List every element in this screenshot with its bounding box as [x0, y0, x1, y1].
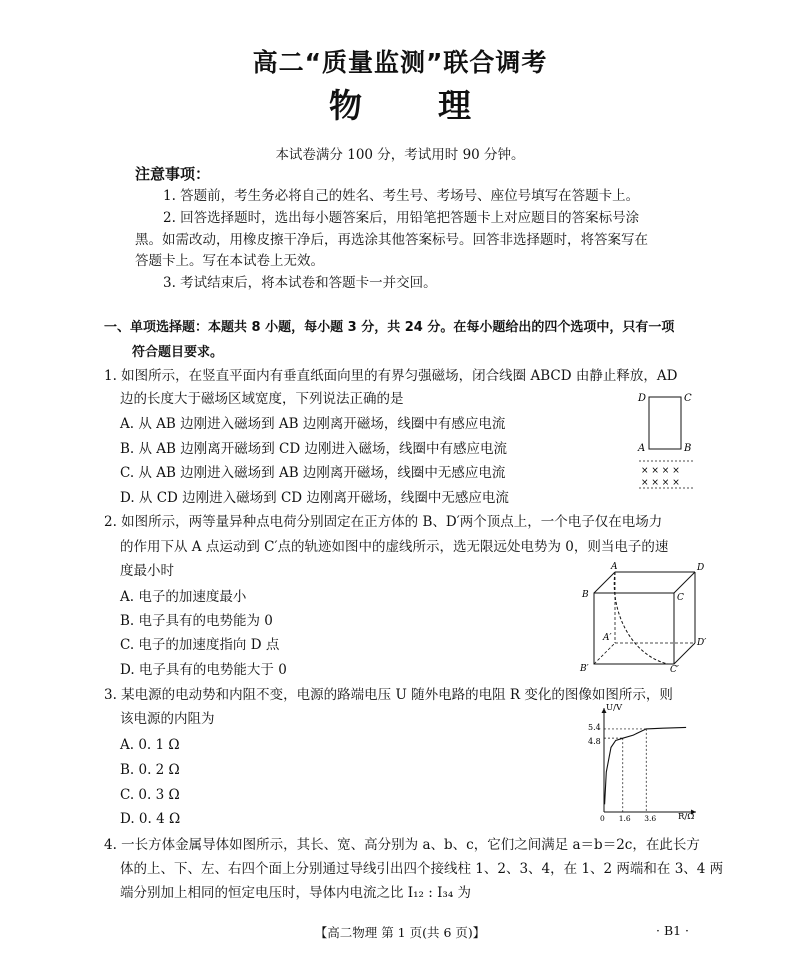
x-tick-label: 3.6: [644, 814, 657, 823]
cube-edge: [674, 572, 695, 593]
option: C. 电子的加速度指向 D 点: [120, 637, 280, 653]
subject-char: 物: [329, 86, 362, 125]
y-tick-label: 4.8: [588, 737, 601, 747]
cube-front-face: [594, 593, 674, 664]
question-stem: 1. 如图所示，在竖直平面内有垂直纸面向里的有界匀强磁场，闭合线圈 ABCD 由静止释放，AD: [104, 368, 678, 384]
vertex-label: B: [582, 590, 589, 600]
option: B. 电子具有的电势能为 0: [120, 613, 273, 629]
notice-title: 注意事项：: [135, 165, 211, 183]
cube-edge: [594, 572, 615, 593]
option: D. 0. 4 Ω: [120, 811, 181, 827]
coil-label-c: C: [684, 393, 692, 404]
question-stem: 的作用下从 A 点运动到 C′点的轨迹如图中的虚线所示，选无限远处电势为 0，则当电子的速: [120, 539, 669, 555]
u-r-curve: [605, 727, 687, 804]
x-tick-label: 1.6: [618, 814, 631, 823]
coil-figure: [635, 385, 695, 495]
cube-figure: [570, 560, 710, 675]
cube-edge: [674, 643, 695, 664]
option: A. 电子的加速度最小: [120, 589, 247, 605]
option: D. 电子具有的电势能大于 0: [120, 662, 287, 678]
question-stem: 4. 一长方体金属导体如图所示，其长、宽、高分别为 a、b、c，它们之间满足 a＝b＝2c，在此长方: [104, 837, 700, 853]
section-heading: 符合题目要求。: [132, 345, 224, 360]
notice-line: 答题卡上。写在本试卷上无效。: [135, 253, 324, 269]
question-stem: 该电源的内阻为: [120, 711, 215, 727]
coil-abcd: [649, 397, 681, 449]
y-axis-label: U/V: [606, 703, 623, 713]
exam-title: 高二“质量监测”联合调考: [252, 48, 548, 77]
x-axis-label: R/Ω: [678, 812, 695, 822]
vertex-label: C′: [670, 665, 679, 675]
electron-trajectory: [614, 572, 668, 664]
coil-label-d: D: [638, 393, 647, 404]
option: B. 从 AB 边刚离开磁场到 CD 边刚进入磁场，线圈中有感应电流: [120, 441, 507, 457]
coil-label-a: A: [638, 443, 646, 454]
page-code: · B1 ·: [656, 923, 690, 938]
notice-line: 2. 回答选择题时，选出每小题答案后，用铅笔把答题卡上对应题目的答案标号涂: [163, 210, 640, 226]
notice-line: 1. 答题前，考生务必将自己的姓名、考生号、考场号、座位号填写在答题卡上。: [163, 188, 640, 204]
notice-line: 3. 考试结束后，将本试卷和答题卡一并交回。: [163, 275, 437, 291]
field-row: × × × ×: [641, 466, 680, 476]
exam-info: 本试卷满分 100 分，考试用时 90 分钟。: [275, 147, 525, 163]
vertex-label: B′: [580, 664, 589, 674]
x-tick-label: 0: [600, 814, 605, 823]
question-stem: 边的长度大于磁场区域宽度，下列说法正确的是: [120, 391, 404, 407]
vertex-label: A: [611, 562, 618, 572]
question-stem: 2. 如图所示，两等量异种点电荷分别固定在正方体的 B、D′两个顶点上，一个电子仅在电场力: [104, 514, 663, 530]
cube-hidden-edge: [594, 643, 615, 664]
vertex-label: C: [677, 593, 684, 603]
vertex-label: D′: [697, 638, 707, 648]
option: A. 0. 1 Ω: [120, 737, 180, 753]
question-stem: 度最小时: [120, 563, 174, 579]
question-stem: 端分别加上相同的恒定电压时，导体内电流之比 I₁₂ : I₃₄ 为: [120, 885, 472, 901]
subject-char: 理: [438, 86, 471, 125]
vertex-label: D: [697, 563, 705, 573]
option: C. 0. 3 Ω: [120, 787, 180, 803]
question-stem: 3. 某电源的电动势和内阻不变，电源的路端电压 U 随外电路的电阻 R 变化的图像如图所示，则: [104, 687, 673, 703]
vertex-label: A′: [603, 633, 612, 643]
coil-label-b: B: [684, 443, 692, 454]
option: B. 0. 2 Ω: [120, 762, 180, 778]
section-heading: 一、单项选择题：本题共 8 小题，每小题 3 分，共 24 分。在每小题给出的四个选项中，只有一项: [104, 320, 675, 335]
u-r-chart: [580, 700, 700, 825]
subject-title: [0, 80, 800, 127]
option: D. 从 CD 边刚进入磁场到 CD 边刚离开磁场，线圈中无感应电流: [120, 490, 509, 506]
question-stem: 体的上、下、左、右四个面上分别通过导线引出四个接线柱 1、2、3、4，在 1、2 两端和在 3、4 两: [120, 861, 724, 877]
field-row: × × × ×: [641, 478, 680, 488]
option: C. 从 AB 边刚进入磁场到 AB 边刚离开磁场，线圈中无感应电流: [120, 465, 506, 481]
page-footer: 【高二物理 第 1 页(共 6 页)】: [314, 925, 486, 940]
y-tick-label: 5.4: [588, 722, 601, 732]
option: A. 从 AB 边刚进入磁场到 AB 边刚离开磁场，线圈中有感应电流: [120, 416, 506, 432]
notice-line: 黑。如需改动，用橡皮擦干净后，再选涂其他答案标号。回答非选择题时，将答案写在: [135, 232, 648, 248]
